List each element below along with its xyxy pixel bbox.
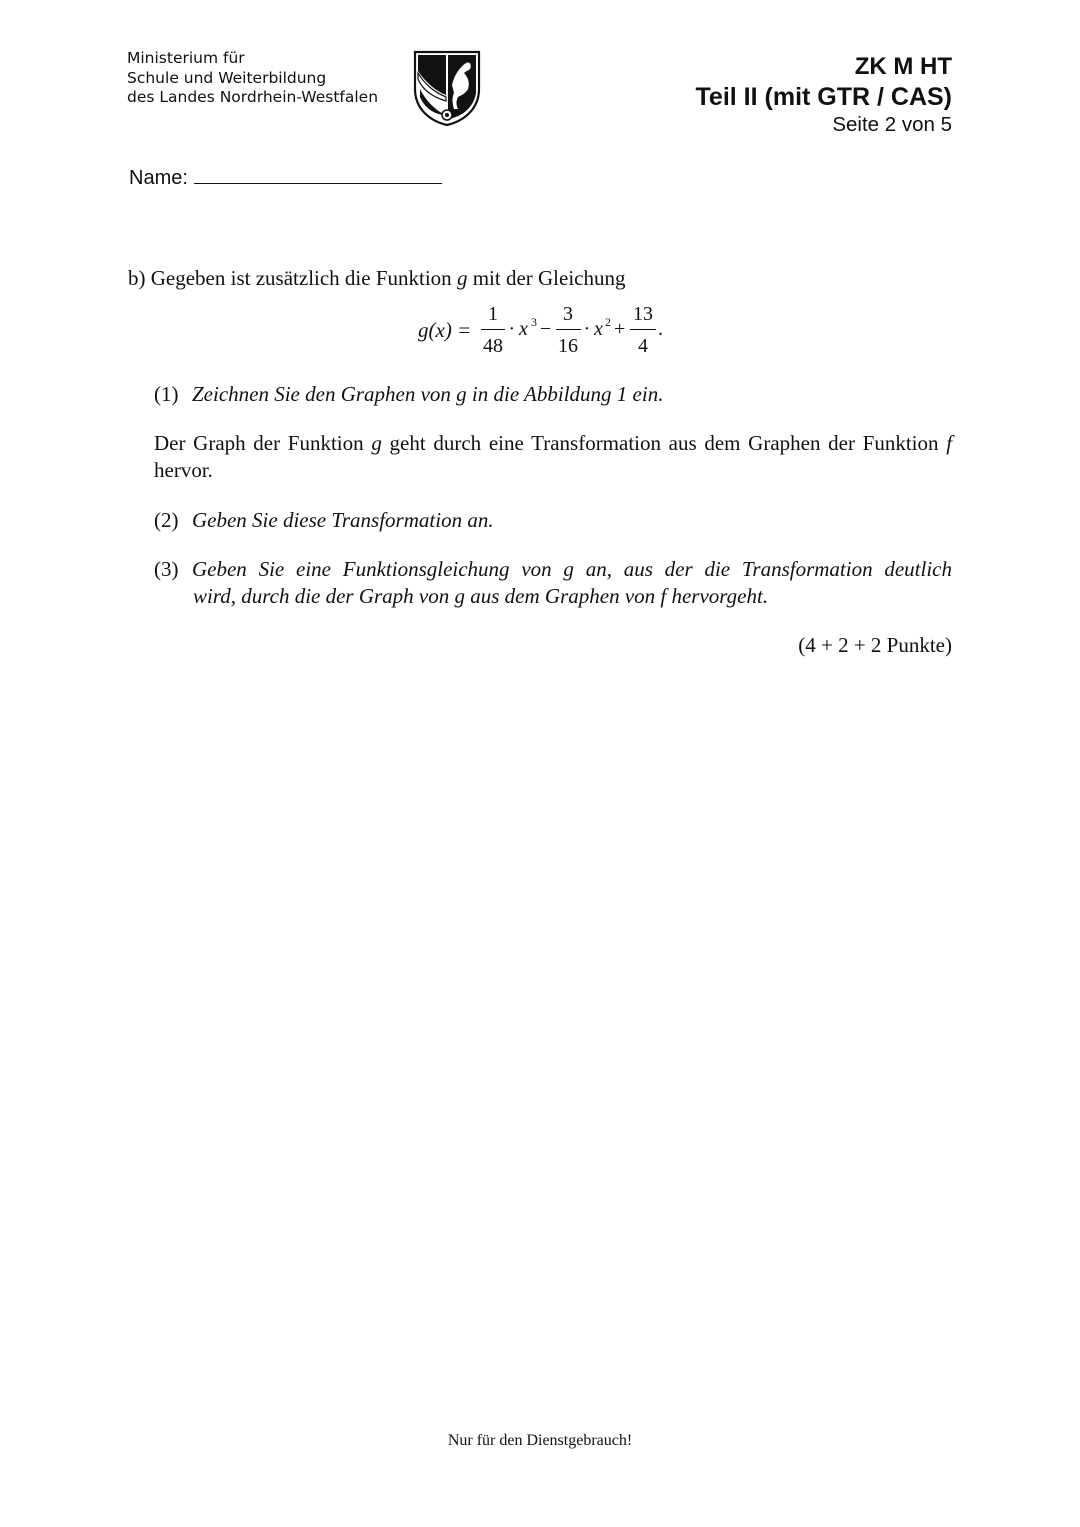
- subtask-3-line-2: wird, durch die der Graph von g aus dem Graphen von f hervorgeht.: [193, 584, 769, 608]
- footer-note: Nur für den Dienstgebrauch!: [447, 1432, 633, 1449]
- exam-part: Teil II (mit GTR / CAS): [695, 83, 952, 111]
- ministry-name: [127, 49, 378, 108]
- trans-post: hervor.: [154, 458, 213, 482]
- ministry-line-3: des Landes Nordrhein-Westfalen: [127, 88, 379, 106]
- task-label: b): [128, 266, 146, 290]
- term1-numerator: 1: [488, 303, 498, 325]
- term1-fraction-bar: [481, 329, 505, 330]
- nrw-coat-of-arms-icon: [412, 49, 482, 127]
- term1-exponent: 3: [531, 315, 537, 329]
- term2-denominator: 16: [558, 335, 578, 357]
- minus-sign: −: [540, 318, 552, 340]
- term3-numerator: 13: [633, 303, 653, 325]
- page-info: Seite 2 von 5: [832, 113, 952, 136]
- name-label: Name:: [129, 167, 188, 189]
- function-equation: [418, 303, 678, 363]
- term1-variable: · x: [509, 318, 528, 340]
- subtask-1-label: (1): [154, 382, 179, 406]
- subtask-3-line-1: Geben Sie eine Funktionsgleichung von g an, aus der die Transformation deutlich: [192, 557, 952, 581]
- ministry-line-2: Schule und Weiterbildung: [127, 68, 327, 87]
- name-field: [129, 163, 442, 192]
- subtask-2-text: Geben Sie diese Transformation an.: [192, 508, 494, 532]
- trans-pre: Der Graph der Funktion: [154, 431, 364, 455]
- term2-variable: · x: [584, 318, 603, 340]
- intro-text-pre: Gegeben ist zusätzlich die Funktion: [150, 266, 452, 290]
- formula-lhs: g(x) =: [418, 318, 472, 342]
- subtask-3: [154, 556, 952, 610]
- points-summary: (4 + 2 + 2 Punkte): [798, 633, 952, 657]
- transformation-paragraph: [154, 430, 952, 484]
- plus-sign: +: [614, 318, 626, 340]
- term3-fraction-bar: [630, 329, 656, 330]
- term2-exponent: 2: [605, 315, 611, 329]
- name-input-line[interactable]: [194, 163, 442, 184]
- term2-fraction-bar: [556, 329, 581, 330]
- exam-header: [696, 52, 952, 138]
- task-b-intro: [128, 265, 625, 292]
- subtask-2-label: (2): [154, 508, 179, 532]
- intro-text-post: mit der Gleichung: [472, 266, 626, 290]
- subtask-3-label: (3): [154, 557, 179, 581]
- formula-period: .: [658, 318, 663, 340]
- trans-mid: geht durch eine Transformation aus dem Graphen der Funktion: [389, 431, 939, 455]
- term3-denominator: 4: [638, 335, 648, 357]
- subtask-1-text: Zeichnen Sie den Graphen von g in die Abbildung 1 ein.: [192, 382, 664, 406]
- term1-denominator: 48: [483, 335, 503, 357]
- intro-var-g: g: [456, 266, 468, 290]
- trans-var-g: g: [371, 431, 382, 455]
- trans-var-f: f: [946, 431, 953, 455]
- subtask-2: [154, 507, 494, 534]
- term2-numerator: 3: [563, 303, 573, 325]
- ministry-line-1: Ministerium für: [127, 49, 245, 67]
- exam-code: ZK M HT: [854, 53, 952, 80]
- subtask-1: [154, 381, 663, 408]
